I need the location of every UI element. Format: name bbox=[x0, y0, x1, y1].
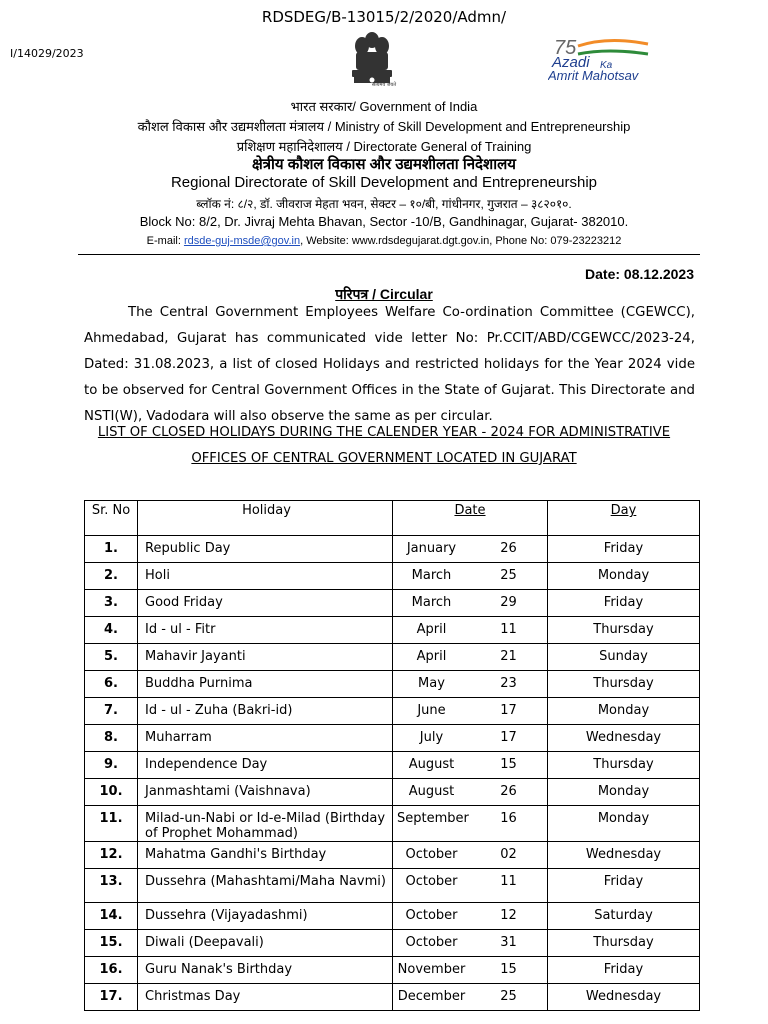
sr-cell: 7. bbox=[85, 698, 138, 725]
day-cell: Thursday bbox=[548, 671, 700, 698]
month-cell: April bbox=[393, 644, 471, 671]
contact-suffix: , Website: www.rdsdegujarat.dgt.gov.in, Phone No: 079-23223212 bbox=[300, 235, 622, 247]
date-cell: 15 bbox=[470, 752, 548, 779]
header-sr-no: Sr. No bbox=[85, 501, 138, 536]
holiday-cell: Dussehra (Vijayadashmi) bbox=[138, 903, 393, 930]
month-cell: September bbox=[393, 806, 471, 842]
circular-title: परिपत्र / Circular bbox=[335, 286, 433, 302]
holiday-cell: Muharram bbox=[138, 725, 393, 752]
month-cell: November bbox=[393, 957, 471, 984]
header-holiday: Holiday bbox=[138, 501, 393, 536]
sr-cell: 16. bbox=[85, 957, 138, 984]
sr-cell: 1. bbox=[85, 536, 138, 563]
month-cell: March bbox=[393, 590, 471, 617]
header-divider bbox=[78, 254, 700, 255]
date-cell: 11 bbox=[470, 617, 548, 644]
header-ministry: कौशल विकास और उद्यमशीलता मंत्रालय / Ministry of Skill Development and Entrepreneurship bbox=[137, 119, 631, 134]
day-cell: Sunday bbox=[548, 644, 700, 671]
date-cell: 31 bbox=[470, 930, 548, 957]
holiday-cell: Mahatma Gandhi's Birthday bbox=[138, 842, 393, 869]
circular-date: Date: 08.12.2023 bbox=[585, 266, 694, 282]
sr-cell: 15. bbox=[85, 930, 138, 957]
date-cell: 25 bbox=[470, 563, 548, 590]
holiday-cell: Republic Day bbox=[138, 536, 393, 563]
emblem-motto: सत्यमेव जयते bbox=[371, 82, 397, 88]
logo-ka: Ka bbox=[600, 60, 613, 71]
holiday-cell: Holi bbox=[138, 563, 393, 590]
date-cell: 26 bbox=[470, 779, 548, 806]
table-row bbox=[85, 903, 700, 930]
day-cell: Thursday bbox=[548, 617, 700, 644]
contact-prefix: E-mail: bbox=[146, 235, 184, 247]
day-cell: Wednesday bbox=[548, 842, 700, 869]
table-row bbox=[85, 984, 700, 1011]
email-link[interactable]: rdsde-guj-msde@gov.in bbox=[183, 235, 301, 247]
day-cell: Thursday bbox=[548, 752, 700, 779]
table-row bbox=[85, 752, 700, 779]
holiday-cell: Christmas Day bbox=[138, 984, 393, 1011]
date-cell: 02 bbox=[470, 842, 548, 869]
month-cell: April bbox=[393, 617, 471, 644]
table-row bbox=[85, 698, 700, 725]
month-cell: August bbox=[393, 752, 471, 779]
holiday-cell: Good Friday bbox=[138, 590, 393, 617]
list-title-line-1: LIST OF CLOSED HOLIDAYS DURING THE CALENDER YEAR - 2024 FOR ADMINISTRATIVE bbox=[97, 425, 671, 440]
header-contact bbox=[0, 235, 768, 247]
day-cell: Wednesday bbox=[548, 984, 700, 1011]
date-cell: 12 bbox=[470, 903, 548, 930]
sr-cell: 8. bbox=[85, 725, 138, 752]
day-cell: Thursday bbox=[548, 930, 700, 957]
sr-cell: 12. bbox=[85, 842, 138, 869]
month-cell: July bbox=[393, 725, 471, 752]
month-cell: October bbox=[393, 930, 471, 957]
month-cell: October bbox=[393, 842, 471, 869]
header-day: Day bbox=[548, 501, 700, 536]
sr-cell: 17. bbox=[85, 984, 138, 1011]
logo-amrit-mahotsav: Amrit Mahotsav bbox=[548, 68, 639, 83]
holiday-table-body bbox=[85, 536, 700, 1011]
month-cell: June bbox=[393, 698, 471, 725]
table-row bbox=[85, 671, 700, 698]
header-government: भारत सरकार/ Government of India bbox=[290, 99, 478, 114]
month-cell: October bbox=[393, 903, 471, 930]
table-header-row bbox=[85, 501, 700, 536]
holiday-cell: Diwali (Deepavali) bbox=[138, 930, 393, 957]
month-cell: May bbox=[393, 671, 471, 698]
date-cell: 17 bbox=[470, 725, 548, 752]
month-cell: December bbox=[393, 984, 471, 1011]
sr-cell: 5. bbox=[85, 644, 138, 671]
header-date: Date bbox=[393, 501, 548, 536]
holiday-cell: Independence Day bbox=[138, 752, 393, 779]
table-row bbox=[85, 536, 700, 563]
day-cell: Friday bbox=[548, 957, 700, 984]
holiday-table bbox=[84, 500, 700, 1011]
day-cell: Friday bbox=[548, 590, 700, 617]
month-cell: August bbox=[393, 779, 471, 806]
holiday-cell: Milad-un-Nabi or Id-e-Milad (Birthday of Prophet Mohammad) bbox=[138, 806, 393, 842]
holiday-cell: Id - ul - Fitr bbox=[138, 617, 393, 644]
holiday-cell: Dussehra (Mahashtami/Maha Navmi) bbox=[138, 869, 393, 903]
table-row bbox=[85, 806, 700, 842]
table-row bbox=[85, 869, 700, 903]
date-cell: 29 bbox=[470, 590, 548, 617]
table-row bbox=[85, 957, 700, 984]
day-cell: Monday bbox=[548, 779, 700, 806]
month-cell: March bbox=[393, 563, 471, 590]
sr-cell: 3. bbox=[85, 590, 138, 617]
day-cell: Monday bbox=[548, 806, 700, 842]
header-address-hindi: ब्लॉक नं: ८/२, डॉ. जीवराज मेहता भवन, सेक्टर – १०/बी, गांधीनगर, गुजरात – ३८२०१०. bbox=[196, 197, 572, 211]
sr-cell: 9. bbox=[85, 752, 138, 779]
holiday-cell: Buddha Purnima bbox=[138, 671, 393, 698]
sr-cell: 4. bbox=[85, 617, 138, 644]
date-cell: 23 bbox=[470, 671, 548, 698]
month-cell: January bbox=[393, 536, 471, 563]
table-row bbox=[85, 590, 700, 617]
holiday-cell: Janmashtami (Vaishnava) bbox=[138, 779, 393, 806]
sr-cell: 10. bbox=[85, 779, 138, 806]
sr-cell: 6. bbox=[85, 671, 138, 698]
day-cell: Friday bbox=[548, 869, 700, 903]
day-cell: Friday bbox=[548, 536, 700, 563]
day-cell: Wednesday bbox=[548, 725, 700, 752]
date-cell: 16 bbox=[470, 806, 548, 842]
day-cell: Saturday bbox=[548, 903, 700, 930]
date-cell: 11 bbox=[470, 869, 548, 903]
table-row bbox=[85, 779, 700, 806]
date-cell: 17 bbox=[470, 698, 548, 725]
table-row bbox=[85, 644, 700, 671]
dispatch-number: I/14029/2023 bbox=[10, 47, 84, 60]
header-address-english: Block No: 8/2, Dr. Jivraj Mehta Bhavan, Sector -10/B, Gandhinagar, Gujarat- 382010. bbox=[139, 214, 629, 229]
table-row bbox=[85, 842, 700, 869]
holiday-cell: Guru Nanak's Birthday bbox=[138, 957, 393, 984]
table-row bbox=[85, 617, 700, 644]
file-reference: RDSDEG/B-13015/2/2020/Admn/ bbox=[261, 8, 507, 26]
table-row bbox=[85, 725, 700, 752]
sr-cell: 11. bbox=[85, 806, 138, 842]
header-regional-directorate-english: Regional Directorate of Skill Development and Entrepreneurship bbox=[170, 174, 598, 191]
month-cell: October bbox=[393, 869, 471, 903]
date-cell: 25 bbox=[470, 984, 548, 1011]
day-cell: Monday bbox=[548, 698, 700, 725]
sr-cell: 14. bbox=[85, 903, 138, 930]
sr-cell: 13. bbox=[85, 869, 138, 903]
date-cell: 26 bbox=[470, 536, 548, 563]
circular-body: The Central Government Employees Welfare Co-ordination Committee (CGEWCC), Ahmedabad, Gujarat has communicated vide letter No: Pr.CCIT/ABD/CGEWCC/2023-24, Dated: 31.08.2023, a list of closed Holidays and restricted holidays for the Year 2024 vide to be observed for Central Government Offices in the State of Gujarat. This Directorate and NSTI(W), Vadodara will also observe the same as per circular. bbox=[84, 305, 695, 424]
day-cell: Monday bbox=[548, 563, 700, 590]
holiday-cell: Id - ul - Zuha (Bakri-id) bbox=[138, 698, 393, 725]
date-cell: 15 bbox=[470, 957, 548, 984]
list-title-line-2: OFFICES OF CENTRAL GOVERNMENT LOCATED IN GUJARAT bbox=[191, 451, 577, 466]
table-row bbox=[85, 930, 700, 957]
logo-azadi: Azadi bbox=[552, 54, 590, 71]
sr-cell: 2. bbox=[85, 563, 138, 590]
date-cell: 21 bbox=[470, 644, 548, 671]
table-row bbox=[85, 563, 700, 590]
header-dgt: प्रशिक्षण महानिदेशालय / Directorate General of Training bbox=[236, 139, 532, 154]
logo-number: 75 bbox=[554, 37, 577, 59]
azadi-ka-amrit-mahotsav-logo bbox=[548, 34, 708, 84]
holiday-cell: Mahavir Jayanti bbox=[138, 644, 393, 671]
header-regional-directorate-hindi: क्षेत्रीय कौशल विकास और उद्यमशीलता निदेशालय bbox=[252, 156, 516, 173]
